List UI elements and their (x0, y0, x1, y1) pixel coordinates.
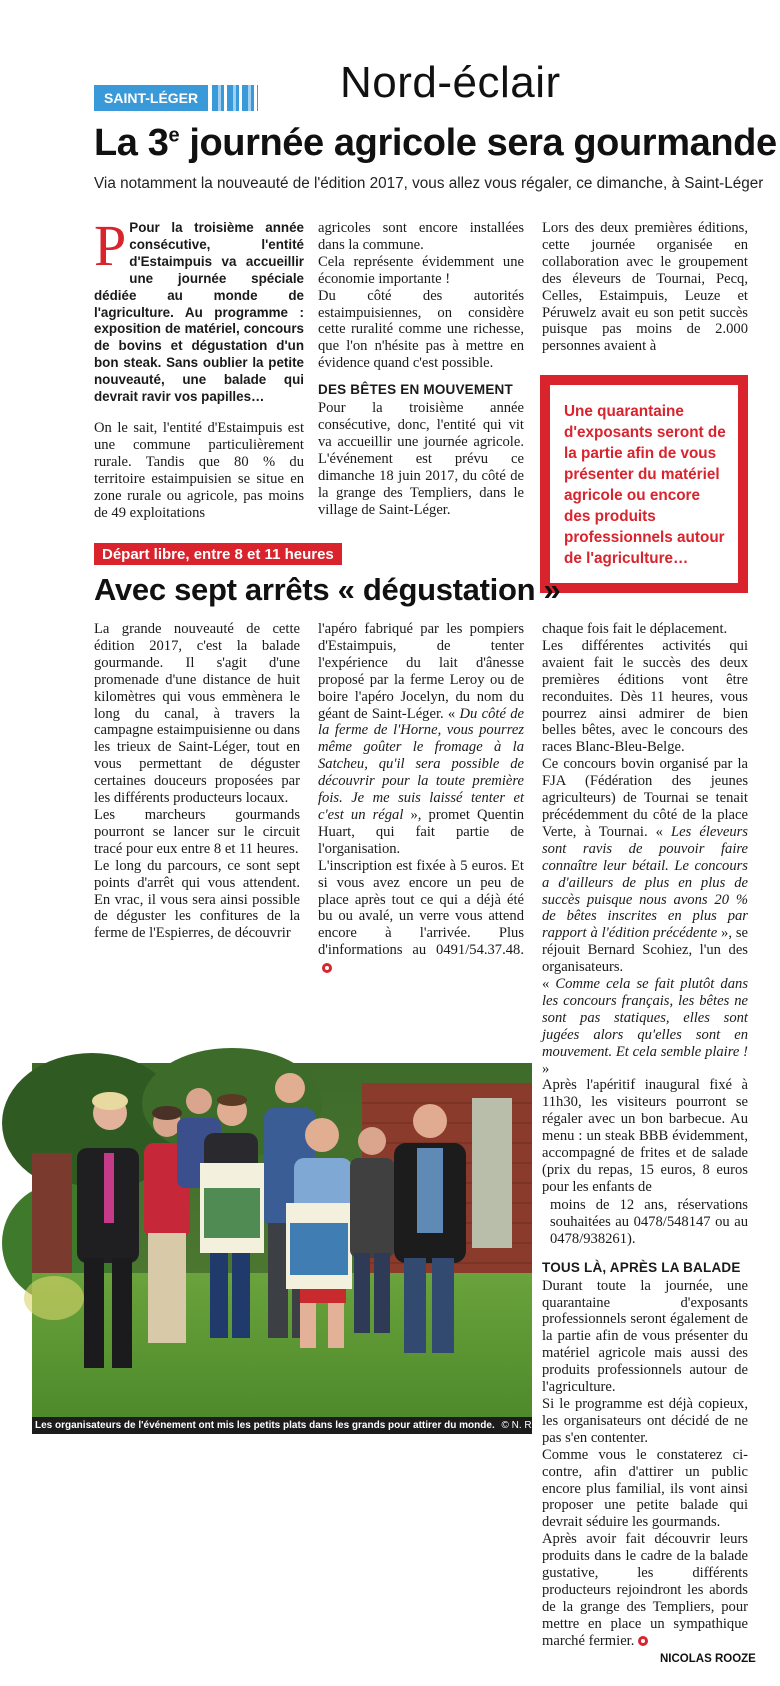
end-mark-icon (322, 963, 332, 973)
photo-credit: © N. RZ (501, 1420, 538, 1431)
pullquote-text: Une quarantaine d'exposants seront de la partie afin de vous présenter du matériel agricole ou encore des produits professionnels autour de l'agriculture… (564, 403, 726, 567)
article1-col2-p1: agricoles sont encore installées dans la commune. (318, 220, 524, 253)
headline-post: journée agricole sera gourmande (179, 122, 777, 164)
photo-caption: Les organisateurs de l'événement ont mis les petits plats dans les grands pour attirer du monde. (35, 1420, 495, 1431)
article2-col3-p4: Après l'apéritif inaugural fixé à 11h30, les visiteurs pourront se régaler avec un bon barbecue. Au menu : un steak BBB évidemment, accompagné de frites et de salade (prix du repas, 15 euros, 8 euros pour les enfants de (542, 1077, 748, 1195)
article2-col3-q2close: » (542, 1060, 550, 1077)
article1-lead: Pour la troisième année consécutive, l'entité d'Estaimpuis va accueillir une journée spéciale dédiée au monde de l'agriculture. Au programme : exposition de matériel, concours de bovins et dégustation d'un bon steak. Sans oublier la petite nouveauté, une balade qui devrait ravir vos papilles… (94, 220, 304, 405)
pullquote-box (540, 375, 748, 593)
article2-col3-q2open: « (542, 976, 550, 993)
standfirst: Via notamment la nouveauté de l'édition 2017, vous allez vous régaler, ce dimanche, à Saint-Léger (94, 175, 764, 192)
article2-col3-quote2-para (542, 976, 748, 1077)
group-photo (32, 1063, 532, 1417)
article2-col2-p1 (318, 621, 524, 858)
article2-kicker: Départ libre, entre 8 et 11 heures (94, 543, 342, 565)
article2-col3-p8-text: Après avoir fait découvrir leurs produits dans le cadre de la balade gustative, les différents producteurs rejoindront les abords de la grange des Templiers, pour mettre en place un sympathique marché fermier. (542, 1531, 748, 1649)
newspaper-title: Nord-éclair (340, 58, 561, 107)
headline-pre: La 3 (94, 122, 169, 164)
subhead-betes: DES BÊTES EN MOUVEMENT (318, 382, 513, 398)
article2-col1-p3: Le long du parcours, ce sont sept points d'arrêt qui vous attendent. En vrac, il vous sera ainsi possible de déguster les confitures de la ferme de l'Espierres, de découvrir (94, 857, 300, 942)
article2-col3-p3b: », se réjouit Bernard Scohiez, l'un des organisateurs. (542, 925, 748, 976)
headline-sup: e (168, 124, 180, 147)
dropcap: P (94, 213, 127, 278)
headline (94, 122, 777, 165)
subhead-tous-la: TOUS LÀ, APRÈS LA BALADE (542, 1259, 741, 1275)
article2-col2-p2 (318, 858, 524, 976)
article2-col1 (94, 621, 300, 942)
article1-col3 (542, 220, 748, 355)
article2-col3-p3a: Ce concours bovin organisé par la FJA (Fédération des jeunes agriculteurs) de Tournai se tenait précédemment du côté de la place Verte, à Tournai. « (542, 756, 748, 840)
article1-col2 (318, 220, 524, 518)
photo-caption-bar (32, 1417, 538, 1434)
section-tag-label: SAINT-LÉGER (94, 85, 208, 111)
article1-col1 (94, 213, 304, 521)
article2-col3-quote1: Les éleveurs sont ravis de pouvoir faire connaître leur bétail. Le concours a d'ailleurs de plus en plus de succès puisque nous avons 20 % de bêtes inscrites en plus par rapport à l'édition précédente (542, 823, 748, 942)
article2-headline: Avec sept arrêts « dégustation » (94, 572, 561, 607)
article1-col3-p1: Lors des deux premières éditions, cette journée organisée en collaboration avec le groupement des éleveurs de Tournai, Pecq, Celles, Estaimpuis, Leuze et Péruwelz avait eu son petit succès puisque pas moins de 2.000 personnes avaient à (542, 220, 748, 355)
article2-col3-p5: Durant toute la journée, une quarantaine d'exposants professionnels seront également de la partie afin de vous présenter du matériel agricole mais aussi des produits professionnels autour de l'agriculture. (542, 1277, 748, 1396)
article2-col1-p1: La grande nouveauté de cette édition 2017, c'est la balade gourmande. Il s'agit d'une promenade d'une distance de huit kilomètres qui vous emmènera le long du canal, à travers la campagne estaimpuisienne ou dans les trieux de Saint-Léger, tout en vous permettant de déguster certaines douceurs proposées par les différents producteurs locaux. (94, 621, 300, 807)
article1-col2-p4: Pour la troisième année consécutive, donc, l'entité qui vit va accueillir une journée agricole. L'événement est prévu ce dimanche 18 juin 2017, du côté de la grange des Templiers, dans le village de Saint-Léger. (318, 400, 524, 518)
section-tag-pattern (212, 85, 258, 111)
article2-col3-p1: chaque fois fait le déplacement. (542, 621, 728, 637)
article2-col2-b: », promet Quentin Huart, qui fait partie de l'organisation. (318, 806, 524, 857)
article2-col3-p4b: moins de 12 ans, réservations souhaitées au 0478/548147 ou au 0478/938261). (550, 1197, 748, 1247)
article2-col2 (318, 621, 524, 976)
section-tag (94, 85, 258, 111)
article2-col3-p3 (542, 756, 748, 976)
article2-col2-p2-text: L'inscription est fixée à 5 euros. Et si vous avez encore un peu de place après tout ce qui a déjà été bu ou avalé, un verre vous attend encore à l'arrivée. Plus d'informations au 0491/54.37.48. (318, 857, 524, 959)
article1-col1-p2: On le sait, l'entité d'Estaimpuis est une commune particulièrement rurale. Tandis que 80 % du territoire estaimpuisien se situe en zone rurale ou agricole, pas moins de 49 exploitations (94, 419, 304, 521)
article2-col3-quote2: Comme cela se fait plutôt dans les concours français, les bêtes ne sont pas statiques, elles sont jugées alors qu'elles sont en mouvement. Et cela semble plaire ! (542, 976, 748, 1060)
article2-col2-a: l'apéro fabriqué par les pompiers d'Estaimpuis, de tenter l'expérience du lait d'ânesse proposé par la ferme Leroy ou de boire l'apéro Jocelyn, du nom du géant de Saint-Léger. « (318, 621, 524, 722)
article2-col3-p7: Comme vous le constaterez ci-contre, afin d'attirer un public encore plus familial, ils vont ainsi proposer une petite balade qui devrait séduire les gourmands. (542, 1446, 748, 1531)
group-photo-illustration (32, 1063, 532, 1417)
article2-col3-p8 (542, 1531, 748, 1649)
article2-col1-p2: Les marcheurs gourmands pourront se lancer sur le circuit tracé pour eux entre 8 et 11 heures. (94, 806, 300, 857)
article1-col2-p2: Cela représente évidemment une économie importante ! (318, 253, 524, 287)
pullquote-inner (550, 385, 738, 583)
article2-col2-quote: Du côté de la ferme de l'Horne, vous pourrez même goûter le fromage à la Satcheu, qu'il sera possible de découvrir pour la toute première fois. Je me suis laissé tenter et c'est un régal (318, 705, 524, 823)
end-mark-icon-2 (638, 1636, 648, 1646)
article2-col3-p2: Les différentes activités qui avaient fait le succès des deux premières éditions vont être reconduites. Dès 11 heures, vous pourrez ainsi admirer de bien belles bêtes, avec le concours des races Blanc-Bleu-Belge. (542, 637, 748, 756)
byline: NICOLAS ROOZE (660, 1653, 756, 1665)
article2-col3-p6: Si le programme est déjà copieux, les organisateurs ont décidé de ne pas s'en contenter. (542, 1395, 748, 1446)
article2-col3 (542, 621, 748, 1196)
article1-col2-p3: Du côté des autorités estaimpuisiennes, on considère cette ruralité comme une richesse, que l'on n'hésite pas à mettre en évidence quand c'est possible. (318, 287, 524, 372)
article2-col3-lower (542, 1197, 748, 1650)
